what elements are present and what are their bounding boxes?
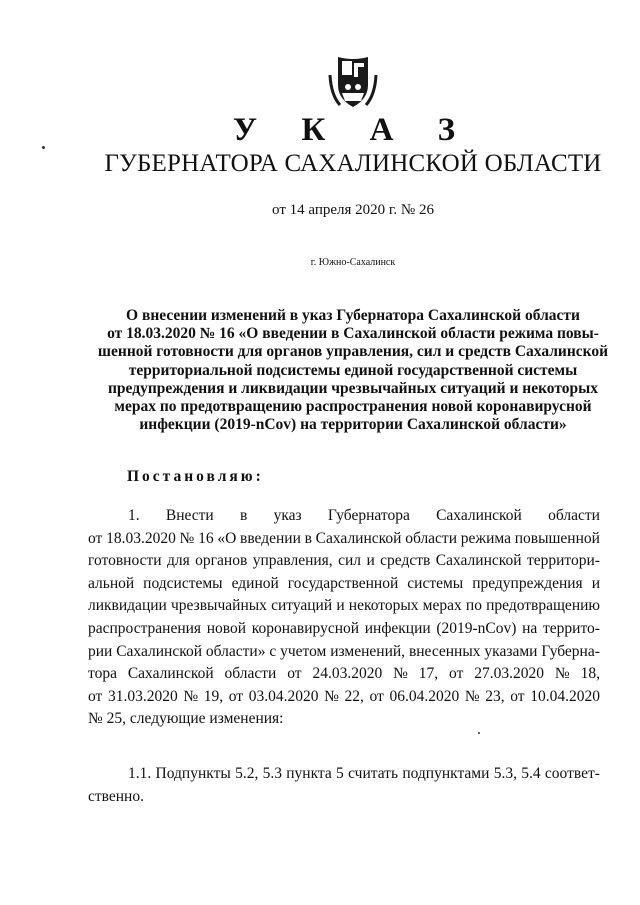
- decree-title-line: мерах по предотвращению распространения новой коронавирусной: [114, 398, 592, 416]
- word: 23,: [485, 687, 505, 705]
- word: и: [591, 574, 600, 592]
- word: единой: [231, 574, 279, 592]
- word: 1.: [128, 507, 140, 524]
- word: средств: [380, 552, 431, 570]
- word: управления,: [252, 552, 333, 570]
- word: предупреждения: [472, 574, 583, 592]
- word: пункта: [286, 765, 332, 782]
- word: по: [465, 597, 482, 615]
- decree-title: [95, 307, 611, 434]
- word: ликвидации: [88, 597, 167, 615]
- word: №: [179, 529, 195, 547]
- word: Губернатора: [327, 507, 410, 524]
- word: Сахалинской: [315, 529, 402, 547]
- date-number: от 14 апреля 2020 г. № 26: [272, 202, 434, 218]
- word: ситуаций: [271, 597, 333, 615]
- word: от: [510, 687, 525, 705]
- word: 22,: [344, 687, 364, 705]
- word: подсистемы: [143, 574, 223, 592]
- word: повышенной: [514, 529, 600, 547]
- word: предотвращению: [486, 597, 600, 615]
- word: тора: [88, 665, 117, 683]
- word: изменений,: [330, 642, 406, 660]
- word: от: [88, 529, 103, 547]
- clause-line: [88, 763, 600, 786]
- word: 5.2,: [235, 765, 259, 782]
- paragraph-line: № 25, следующие изменения:: [88, 710, 284, 728]
- word: (2019-nCov): [436, 619, 517, 637]
- word: сил: [338, 552, 362, 570]
- word: 24.03.2020: [312, 665, 383, 683]
- document-type-title: У К А З: [232, 112, 474, 148]
- word: №: [393, 665, 408, 683]
- word: Сахалинской: [116, 642, 202, 660]
- word: от: [88, 687, 103, 705]
- word: Губерна-: [541, 642, 600, 660]
- word: внесенных: [408, 642, 481, 660]
- word: области: [548, 507, 600, 524]
- word: Сахалинской: [435, 552, 522, 570]
- word: некоторых: [348, 597, 419, 615]
- coat-of-arms-icon: [328, 55, 378, 110]
- decree-title-line: предупреждения и ликвидации чрезвычайных ситуаций и некоторых: [108, 379, 598, 397]
- word: 31.03.2020: [107, 687, 178, 705]
- word: подпунктами: [402, 765, 490, 782]
- word: чрезвычайных: [171, 597, 267, 615]
- word: 5.3,: [493, 765, 517, 782]
- decree-title-line: инфекции (2019-nCov) на территории Сахалинской области»: [139, 416, 567, 434]
- word: указ: [273, 507, 302, 524]
- word: 1.1.: [128, 765, 152, 782]
- word: №: [464, 687, 480, 705]
- decree-title-line: О внесении изменений в указ Губернатора Сахалинской области: [126, 307, 580, 324]
- word: 06.04.2020: [389, 687, 460, 705]
- word: от: [449, 665, 464, 683]
- word: мерах: [422, 597, 462, 615]
- word: от: [369, 687, 384, 705]
- word: №: [183, 687, 199, 705]
- word: распространения: [88, 619, 202, 637]
- word: террито-: [543, 619, 600, 637]
- scan-speck: [42, 146, 45, 149]
- word: новой: [206, 619, 247, 637]
- word: рии: [88, 642, 113, 660]
- paragraph-first-line: [88, 505, 600, 528]
- issuer-title: ГУБЕРНАТОРА САХАЛИНСКОЙ ОБЛАСТИ: [104, 150, 602, 177]
- clause-1-1: [88, 763, 600, 808]
- word: альной: [88, 574, 135, 592]
- decree-word: Постановляю:: [127, 468, 264, 485]
- decree-title-line: территориальной подсистемы единой государственной системы: [128, 361, 578, 379]
- city-label: г. Южно-Сахалинск: [310, 257, 396, 268]
- word: указами: [484, 642, 538, 660]
- clause-line: ственно.: [88, 787, 144, 805]
- word: и: [366, 552, 375, 570]
- word: 16: [198, 529, 214, 547]
- word: учетом: [280, 642, 327, 660]
- scan-speck: [478, 732, 480, 734]
- word: считать: [348, 765, 399, 782]
- word: 5.3: [262, 765, 282, 782]
- paragraph-line: [88, 595, 600, 618]
- decree-title-line: от 18.03.2020 № 16 «О введении в Сахалинской области режима повы-: [107, 325, 599, 343]
- word: введении: [240, 529, 301, 547]
- word: №: [324, 687, 339, 705]
- word: Внести: [165, 507, 214, 524]
- word: «О: [217, 529, 237, 547]
- word: коронавирусной: [251, 619, 360, 637]
- paragraph-line: [88, 528, 600, 551]
- word: режима: [460, 529, 511, 547]
- decree-title-line: шенной готовности для органов управления, сил и средств Сахалинской: [97, 343, 609, 361]
- word: №: [554, 665, 570, 683]
- paragraph-line: [88, 686, 600, 709]
- word: области»: [205, 642, 266, 660]
- word: от: [228, 687, 244, 705]
- word: от: [287, 665, 302, 683]
- paragraph-line: [88, 663, 600, 686]
- word: на: [522, 619, 538, 637]
- word: 19,: [203, 687, 224, 705]
- word: государственной: [287, 574, 399, 592]
- word: и: [336, 597, 345, 615]
- word: 10.04.2020: [530, 687, 600, 705]
- paragraph-1: [88, 505, 600, 731]
- word: органов: [195, 552, 248, 570]
- word: в: [239, 507, 248, 524]
- word: системы: [407, 574, 464, 592]
- word: инфекции: [364, 619, 431, 637]
- word: Подпункты: [155, 765, 231, 782]
- word: 18.03.2020: [106, 529, 176, 547]
- word: 5: [336, 765, 344, 782]
- paragraph-line: [88, 618, 600, 641]
- word: 03.04.2020: [248, 687, 319, 705]
- word: 27.03.2020: [474, 665, 545, 683]
- word: готовности: [88, 552, 162, 570]
- word: 18,: [580, 665, 600, 683]
- word: 5.4: [521, 765, 541, 782]
- word: области: [224, 665, 277, 683]
- paragraph-line: [88, 573, 600, 596]
- word: для: [166, 552, 190, 570]
- word: Сахалинской: [127, 665, 214, 683]
- paragraph-line: [88, 550, 600, 573]
- word: в: [304, 529, 312, 547]
- paragraph-line: [88, 641, 600, 664]
- word: с: [269, 642, 277, 660]
- word: территори-: [526, 552, 600, 570]
- word: области: [405, 529, 458, 547]
- word: Сахалинской: [436, 507, 522, 524]
- word: 17,: [418, 665, 439, 683]
- word: соответ-: [544, 765, 600, 782]
